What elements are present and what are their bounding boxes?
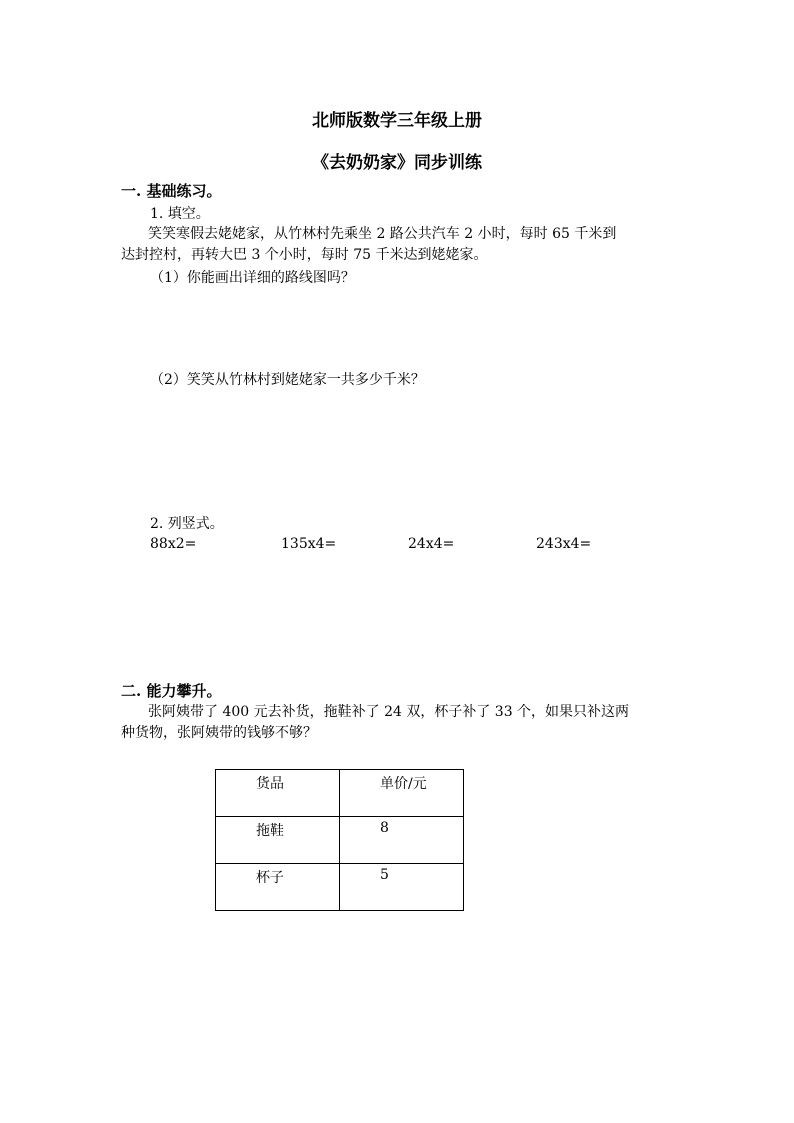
document-title: 北师版数学三年级上册: [312, 111, 482, 131]
table-row: [216, 864, 464, 911]
table-cell: 5: [340, 864, 464, 911]
vertical-calc-item: 243x4=: [536, 536, 592, 552]
question-1-sub-1: （1）你能画出详细的路线图吗？: [150, 270, 355, 286]
table-row: [216, 817, 464, 864]
goods-price-table: [215, 769, 464, 911]
vertical-calc-item: 88x2=: [150, 536, 197, 552]
table-header-row: [216, 770, 464, 817]
section-2-heading: 二. 能力攀升。: [121, 682, 222, 700]
section-2-text-line1: 张阿姨带了 400 元去补货，拖鞋补了 24 双，杯子补了 33 个，如果只补这两: [148, 704, 630, 720]
question-1-label: 1. 填空。: [150, 206, 210, 222]
vertical-calc-item: 24x4=: [408, 536, 455, 552]
question-2-label: 2. 列竖式。: [150, 516, 224, 532]
table-header-cell: 单价/元: [340, 770, 464, 817]
document-subtitle: 《去奶奶家》同步训练: [312, 153, 482, 173]
question-1-sub-2: （2）笑笑从竹林村到姥姥家一共多少千米？: [150, 372, 425, 388]
table-cell: 8: [340, 817, 464, 864]
table-header-cell: 货品: [216, 770, 340, 817]
table-cell: 杯子: [216, 864, 340, 911]
vertical-calc-item: 135x4=: [281, 536, 337, 552]
question-1-text-line2: 达封控村，再转大巴 3 个小时，每时 75 千米达到姥姥家。: [121, 247, 488, 263]
table-cell: 拖鞋: [216, 817, 340, 864]
section-1-heading: 一. 基础练习。: [121, 182, 222, 200]
question-1-text-line1: 笑笑寒假去姥姥家，从竹林村先乘坐 2 路公共汽车 2 小时，每时 65 千米到: [148, 226, 617, 242]
section-2-text-line2: 种货物，张阿姨带的钱够不够？: [121, 725, 317, 741]
